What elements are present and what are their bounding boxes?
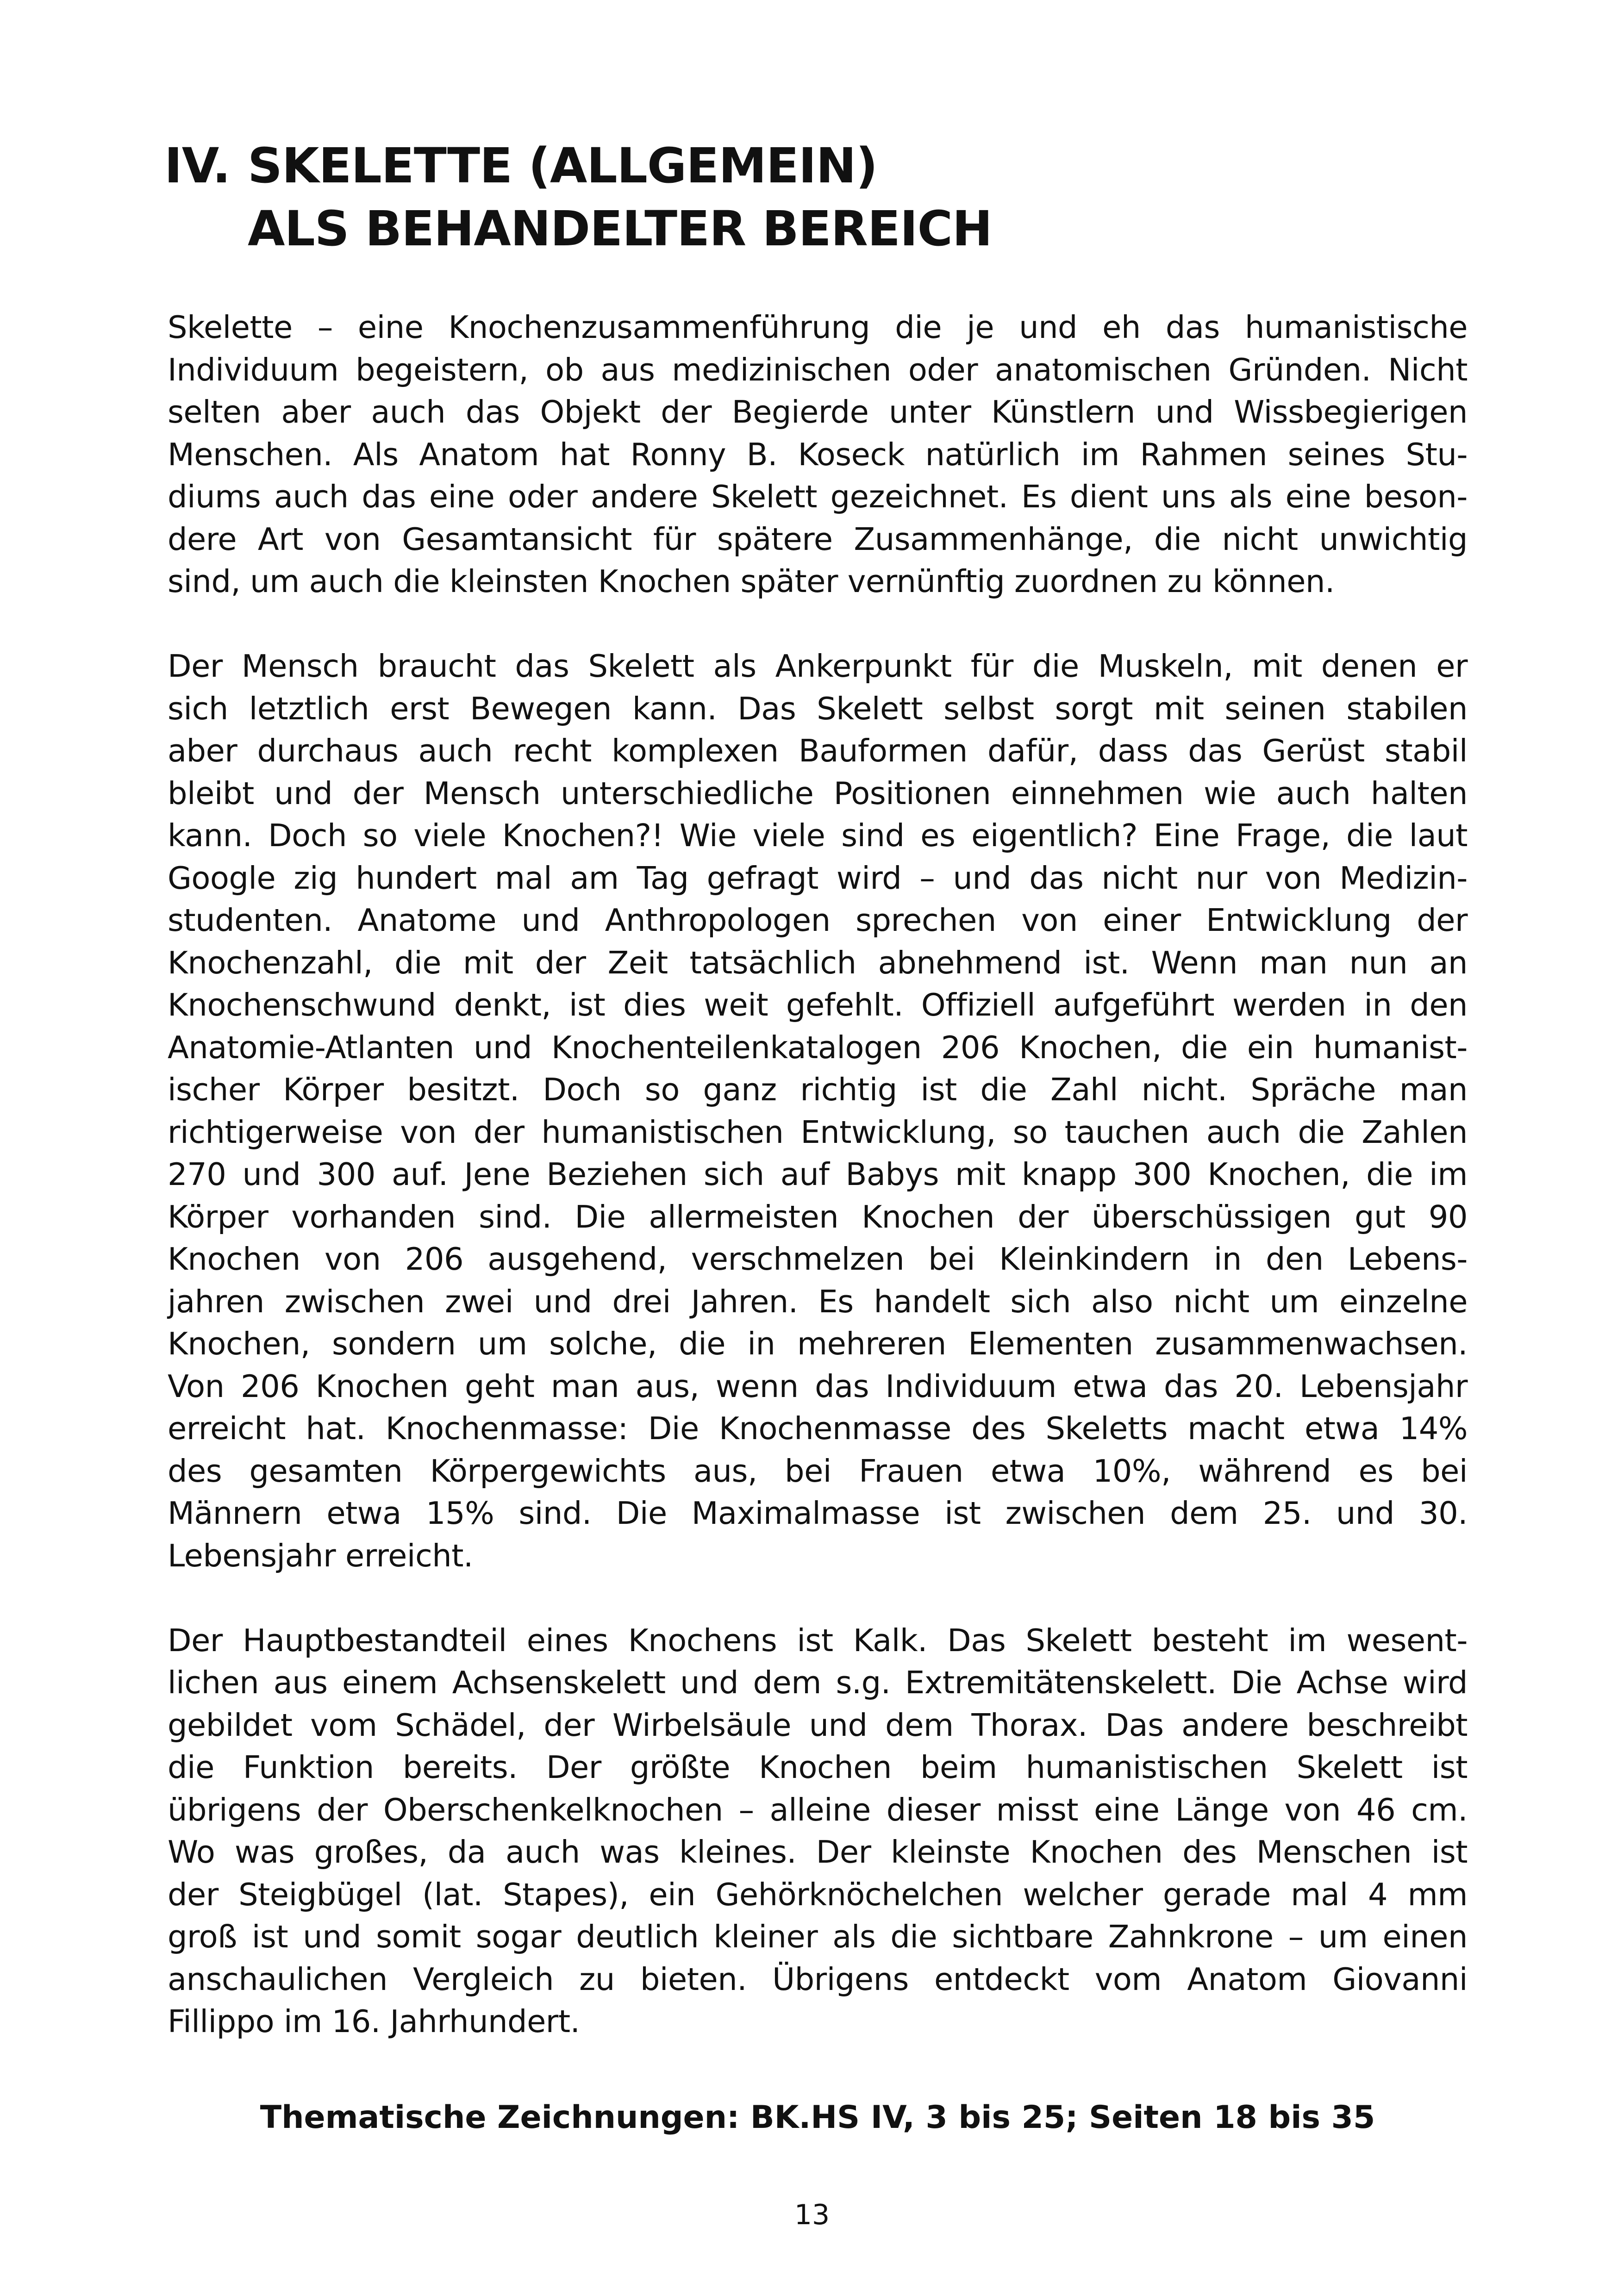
text-line: Wo was großes, da auch was kleines. Der kleinste Knochen des Menschen ist bbox=[168, 1834, 1468, 1870]
text-line: Knochen von 206 ausgehend, verschmelzen bei Kleinkindern in den Lebens- bbox=[168, 1241, 1468, 1277]
text-line: Der Mensch braucht das Skelett als Ankerpunkt für die Muskeln, mit denen er bbox=[168, 648, 1468, 684]
text-line: studenten. Anatome und Anthropologen sprechen von einer Entwicklung der bbox=[168, 902, 1468, 938]
chapter-number: IV. bbox=[164, 137, 231, 194]
text-line: bleibt und der Mensch unterschiedliche Positionen einnehmen wie auch halten bbox=[168, 775, 1468, 811]
text-line: Anatomie-Atlanten und Knochenteilenkatalogen 206 Knochen, die ein humanist- bbox=[168, 1029, 1468, 1066]
text-line: Knochen, sondern um solche, die in mehreren Elementen zusammenwachsen. bbox=[168, 1326, 1468, 1362]
text-line: ischer Körper besitzt. Doch so ganz richtig ist die Zahl nicht. Spräche man bbox=[168, 1072, 1468, 1108]
text-line: die Funktion bereits. Der größte Knochen beim humanistischen Skelett ist bbox=[168, 1749, 1468, 1785]
body-text bbox=[168, 306, 1468, 2085]
text-line: Individuum begeistern, ob aus medizinischen oder anatomischen Gründen. Nicht bbox=[168, 351, 1468, 388]
text-line: Skelette – eine Knochenzusammenführung die je und eh das humanistische bbox=[168, 309, 1468, 345]
text-line: erreicht hat. Knochenmasse: Die Knochenmasse des Skeletts macht etwa 14% bbox=[168, 1410, 1468, 1447]
paragraph bbox=[168, 1620, 1468, 2043]
text-line: Männern etwa 15% sind. Die Maximalmasse ist zwischen dem 25. und 30. bbox=[168, 1495, 1468, 1531]
text-line: diums auch das eine oder andere Skelett gezeichnet. Es dient uns als eine beson- bbox=[168, 479, 1468, 515]
text-line: selten aber auch das Objekt der Begierde unter Künstlern und Wissbegierigen bbox=[168, 394, 1468, 430]
text-line: lichen aus einem Achsenskelett und dem s.g. Extremitätenskelett. Die Achse wird bbox=[168, 1665, 1468, 1701]
chapter-title-line-2: ALS BEHANDELTER BEREICH bbox=[248, 200, 992, 257]
text-line: richtigerweise von der humanistischen Entwicklung, so tauchen auch die Zahlen bbox=[168, 1114, 1468, 1150]
chapter-title-line-1: SKELETTE (ALLGEMEIN) bbox=[248, 137, 878, 194]
text-line: Fillippo im 16. Jahrhundert. bbox=[168, 2003, 580, 2039]
text-line: aber durchaus auch recht komplexen Bauformen dafür, dass das Gerüst stabil bbox=[168, 733, 1468, 769]
paragraph bbox=[168, 306, 1468, 603]
text-line: Knochenzahl, die mit der Zeit tatsächlich abnehmend ist. Wenn man nun an bbox=[168, 944, 1468, 981]
text-line: Der Hauptbestandteil eines Knochens ist Kalk. Das Skelett besteht im wesent- bbox=[168, 1622, 1468, 1659]
thematic-drawings-reference: Thematische Zeichnungen: BK.HS IV, 3 bis 25; Seiten 18 bis 35 bbox=[260, 2099, 1375, 2136]
text-line: gebildet vom Schädel, der Wirbelsäule und dem Thorax. Das andere beschreibt bbox=[168, 1707, 1468, 1743]
text-line: Menschen. Als Anatom hat Ronny B. Koseck natürlich im Rahmen seines Stu- bbox=[168, 436, 1468, 473]
text-line: 270 und 300 auf. Jene Beziehen sich auf Babys mit knapp 300 Knochen, die im bbox=[168, 1156, 1468, 1192]
text-line: Körper vorhanden sind. Die allermeisten Knochen der überschüssigen gut 90 bbox=[168, 1198, 1468, 1235]
text-line: Knochenschwund denkt, ist dies weit gefehlt. Offiziell aufgeführt werden in den bbox=[168, 987, 1468, 1023]
text-line: des gesamten Körpergewichts aus, bei Frauen etwa 10%, während es bei bbox=[168, 1453, 1468, 1489]
text-line: jahren zwischen zwei und drei Jahren. Es handelt sich also nicht um einzelne bbox=[168, 1283, 1468, 1320]
text-line: groß ist und somit sogar deutlich kleiner als die sichtbare Zahnkrone – um einen bbox=[168, 1919, 1468, 1955]
text-line: sind, um auch die kleinsten Knochen später vernünftig zuordnen zu können. bbox=[168, 563, 1335, 599]
text-line: Google zig hundert mal am Tag gefragt wird – und das nicht nur von Medizin- bbox=[168, 860, 1468, 896]
text-line: kann. Doch so viele Knochen?! Wie viele sind es eigentlich? Eine Frage, die laut bbox=[168, 817, 1468, 854]
text-line: sich letztlich erst Bewegen kann. Das Skelett selbst sorgt mit seinen stabilen bbox=[168, 690, 1468, 727]
page-number: 13 bbox=[794, 2199, 830, 2231]
text-line: Von 206 Knochen geht man aus, wenn das Individuum etwa das 20. Lebensjahr bbox=[168, 1368, 1468, 1404]
chapter-heading bbox=[164, 134, 1507, 260]
text-line: Lebensjahr erreicht. bbox=[168, 1537, 473, 1574]
text-line: der Steigbügel (lat. Stapes), ein Gehörknöchelchen welcher gerade mal 4 mm bbox=[168, 1876, 1468, 1913]
text-line: anschaulichen Vergleich zu bieten. Übrigens entdeckt vom Anatom Giovanni bbox=[168, 1961, 1468, 1997]
text-line: übrigens der Oberschenkelknochen – alleine dieser misst eine Länge von 46 cm. bbox=[168, 1791, 1468, 1828]
paragraph bbox=[168, 645, 1468, 1577]
text-line: dere Art von Gesamtansicht für spätere Zusammenhänge, die nicht unwichtig bbox=[168, 521, 1468, 557]
